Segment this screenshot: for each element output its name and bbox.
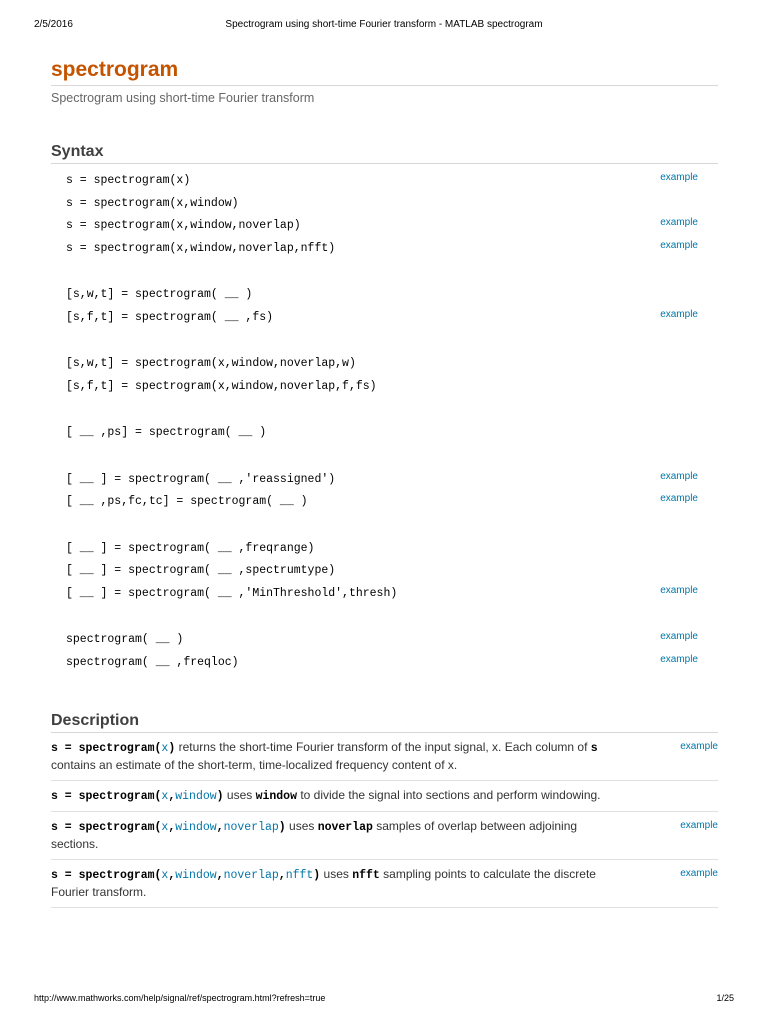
call-signature-suffix: ) — [313, 869, 321, 882]
syntax-code: s = spectrogram(x,window,noverlap,nfft) — [66, 241, 336, 255]
syntax-row — [51, 284, 718, 307]
syntax-spacer — [51, 398, 718, 422]
description-fragment: sampling points to calculate the discrete Fourier transform. — [51, 867, 596, 899]
syntax-heading: Syntax — [51, 143, 104, 160]
syntax-row — [51, 238, 718, 261]
argument-link-window[interactable]: window — [175, 790, 217, 803]
description-fragment: uses — [320, 867, 353, 881]
print-page-title: Spectrogram using short-time Fourier transform - MATLAB spectrogram — [225, 19, 543, 30]
syntax-code: [s,w,t] = spectrogram( __ ) — [66, 288, 253, 301]
syntax-code: [ __ ,ps,fc,tc] = spectrogram( __ ) — [66, 495, 308, 508]
inline-keyword: noverlap — [317, 821, 373, 834]
call-signature-suffix: ) — [168, 742, 176, 755]
description-text — [51, 787, 616, 805]
argument-link-x[interactable]: x — [161, 869, 169, 882]
print-header — [0, 0, 768, 40]
syntax-row — [51, 353, 718, 376]
description-fragment: returns the short-time Fourier transform of the input signal, — [175, 740, 493, 754]
inline-argument: x — [492, 740, 499, 754]
syntax-code: [ __ ] = spectrogram( __ ,'MinThreshold',thresh) — [66, 586, 398, 600]
description-list — [51, 733, 718, 908]
example-link[interactable]: example — [660, 172, 698, 183]
description-item — [51, 860, 718, 908]
print-page-number: 1/25 — [716, 993, 734, 1003]
example-link[interactable]: example — [660, 584, 698, 596]
description-fragment: contains an estimate of the short-term, time-localized frequency content of x. — [51, 758, 458, 772]
argument-link-x[interactable]: x — [161, 742, 169, 755]
inline-keyword: nfft — [352, 869, 380, 882]
syntax-row — [51, 583, 718, 606]
doc-content — [51, 55, 718, 908]
function-title: spectrogram — [51, 58, 179, 81]
argument-link-noverlap[interactable]: noverlap — [223, 821, 279, 834]
syntax-row — [51, 307, 718, 330]
syntax-code: [ __ ] = spectrogram( __ ,'reassigned') — [66, 472, 336, 486]
syntax-spacer — [51, 260, 718, 284]
syntax-code: spectrogram( __ ) — [66, 633, 184, 646]
syntax-row — [51, 560, 718, 583]
inline-keyword: window — [255, 790, 297, 803]
arg-separator: , — [168, 821, 176, 834]
description-fragment: samples of overlap between adjoining sections. — [51, 819, 578, 851]
syntax-row — [51, 193, 718, 216]
syntax-row — [51, 170, 718, 193]
arg-separator: , — [168, 790, 176, 803]
description-item — [51, 733, 718, 781]
description-item — [51, 781, 718, 812]
print-date: 2/5/2016 — [34, 19, 73, 30]
syntax-row — [51, 376, 718, 399]
example-link[interactable]: example — [660, 631, 698, 642]
call-signature-suffix: ) — [278, 821, 286, 834]
argument-link-window[interactable]: window — [175, 821, 217, 834]
syntax-code: [ __ ] = spectrogram( __ ,freqrange) — [66, 541, 315, 555]
syntax-row — [51, 491, 718, 514]
syntax-row — [51, 215, 718, 238]
syntax-code: s = spectrogram(x) — [66, 174, 191, 187]
example-link[interactable]: example — [680, 741, 718, 752]
syntax-row — [51, 422, 718, 445]
syntax-code: [s,w,t] = spectrogram(x,window,noverlap,w) — [66, 357, 356, 370]
call-signature-suffix: ) — [216, 790, 224, 803]
example-link[interactable]: example — [660, 470, 698, 482]
syntax-code: s = spectrogram(x,window,noverlap) — [66, 219, 301, 232]
syntax-list — [51, 170, 718, 674]
description-heading: Description — [51, 712, 140, 729]
syntax-row — [51, 469, 718, 492]
syntax-code: [ __ ,ps] = spectrogram( __ ) — [66, 426, 267, 439]
argument-link-noverlap[interactable]: noverlap — [223, 869, 279, 882]
syntax-spacer — [51, 329, 718, 353]
function-purpose: Spectrogram using short-time Fourier transform — [51, 91, 315, 105]
argument-link-x[interactable]: x — [161, 790, 169, 803]
example-link[interactable]: example — [660, 239, 698, 251]
inline-keyword: s — [590, 742, 598, 755]
example-link[interactable]: example — [660, 308, 698, 320]
call-signature-prefix: s = spectrogram( — [51, 869, 162, 882]
arg-separator: , — [278, 869, 286, 882]
example-link[interactable]: example — [660, 493, 698, 504]
description-fragment: . Each column of — [498, 740, 591, 754]
call-signature-prefix: s = spectrogram( — [51, 821, 162, 834]
arg-separator: , — [216, 821, 224, 834]
arg-separator: , — [216, 869, 224, 882]
title-divider — [51, 85, 718, 86]
argument-link-nfft[interactable]: nfft — [285, 869, 314, 882]
syntax-spacer — [51, 605, 718, 629]
syntax-code: s = spectrogram(x,window) — [66, 196, 239, 210]
syntax-divider — [51, 163, 718, 164]
description-text — [51, 866, 616, 901]
description-fragment: to divide the signal into sections and perform windowing. — [297, 788, 601, 802]
example-link[interactable]: example — [660, 217, 698, 228]
syntax-code: [s,f,t] = spectrogram(x,window,noverlap,f,fs) — [66, 379, 377, 393]
example-link[interactable]: example — [660, 653, 698, 665]
arg-separator: , — [168, 869, 176, 882]
argument-link-window[interactable]: window — [175, 869, 217, 882]
description-fragment: uses — [285, 819, 318, 833]
print-url: http://www.mathworks.com/help/signal/ref/spectrogram.html?refresh=true — [34, 993, 326, 1003]
syntax-row — [51, 652, 718, 675]
syntax-row — [51, 538, 718, 561]
syntax-code: spectrogram( __ ,freqloc) — [66, 655, 239, 669]
syntax-code: [ __ ] = spectrogram( __ ,spectrumtype) — [66, 564, 336, 577]
argument-link-x[interactable]: x — [161, 821, 169, 834]
call-signature-prefix: s = spectrogram( — [51, 790, 162, 803]
syntax-spacer — [51, 445, 718, 469]
description-item — [51, 812, 718, 860]
call-signature-prefix: s = spectrogram( — [51, 742, 162, 755]
syntax-row — [51, 629, 718, 652]
syntax-spacer — [51, 514, 718, 538]
description-text — [51, 818, 616, 853]
description-fragment: uses — [223, 788, 256, 802]
syntax-code: [s,f,t] = spectrogram( __ ,fs) — [66, 310, 274, 324]
example-link[interactable]: example — [680, 868, 718, 879]
description-text — [51, 739, 616, 774]
example-link[interactable]: example — [680, 820, 718, 831]
